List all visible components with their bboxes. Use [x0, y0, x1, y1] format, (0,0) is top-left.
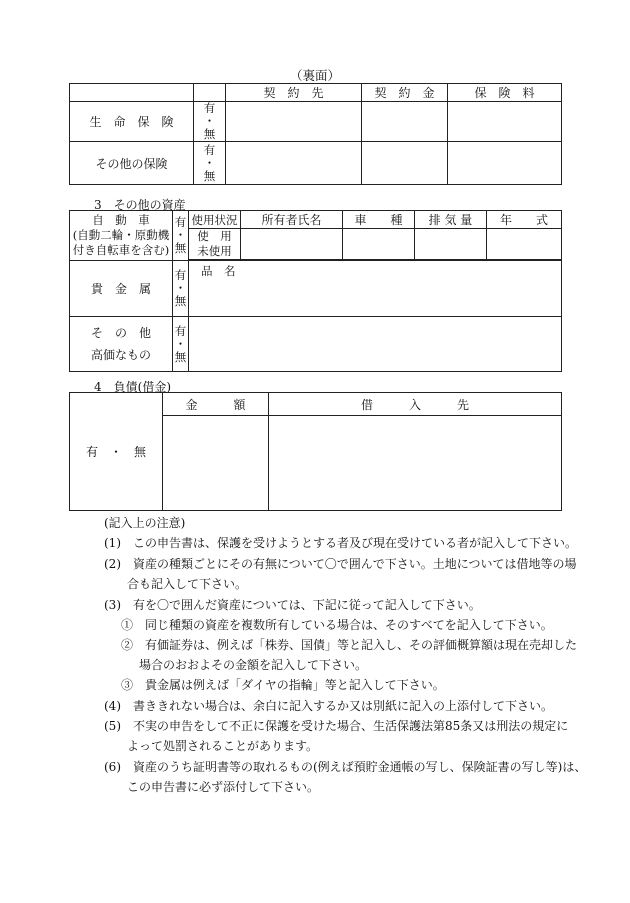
has-yes: 有 [174, 215, 187, 229]
life-contractor-field[interactable] [226, 102, 362, 142]
other-valuables-has-toggle[interactable] [173, 317, 189, 372]
has-yes: 有 [174, 323, 187, 338]
has-yes: 有 [203, 142, 216, 157]
note-line: この申告書に必ず添付して下さい。 [127, 780, 320, 794]
usage-status-header: 使用状況 [189, 211, 241, 229]
owner-name-field[interactable] [241, 229, 343, 260]
usage-unused[interactable]: 未使用 [197, 244, 232, 258]
vehicle-label-line-1: 自 動 車 [92, 213, 150, 227]
note-line: ① 同じ種類の資産を複数所有している場合は、そのすべてを記入して下さい。 [121, 618, 553, 632]
other-insurance-has-toggle[interactable] [194, 142, 226, 185]
owner-name-header: 所有者氏名 [241, 211, 343, 229]
item-name-label: 品 名 [201, 264, 236, 278]
has-dot: ・ [203, 155, 216, 170]
debt-table [69, 392, 562, 511]
amount-header: 金 額 [163, 393, 269, 416]
has-no: 無 [203, 127, 216, 141]
insurance-table [69, 83, 562, 185]
other-valuables-field[interactable] [189, 317, 562, 372]
note-line: ② 有価証券は、例えば「株券、国債」等と記入し、その評価概算額は現在売却した [121, 638, 578, 652]
other-contractor-field[interactable] [226, 142, 362, 185]
has-dot: ・ [174, 228, 187, 242]
has-yes: 有 [203, 101, 216, 115]
vehicle-label-line-3: 付き自転車を含む) [72, 243, 170, 257]
model-year-field[interactable] [487, 229, 562, 260]
other-assets-table [69, 210, 562, 372]
header-contract-amount: 契 約 金 [362, 84, 448, 102]
precious-metals-has-toggle[interactable] [173, 261, 189, 317]
has-dot: ・ [203, 114, 216, 128]
note-line: (6) 資産のうち証明書等の取れるもの(例えば預貯金通帳の写し、保険証書の写し等)は、 [104, 760, 587, 774]
note-line: (3) 有を〇で囲んだ資産については、下記に従って記入して下さい。 [104, 598, 481, 612]
usage-in-use[interactable]: 使 用 [197, 229, 232, 243]
note-line: (4) 書ききれない場合は、余白に記入するか又は別紙に記入の上添付して下さい。 [104, 699, 554, 713]
notes-title: (記入上の注意) [104, 516, 186, 530]
section-3-title: 3 その他の資産 [94, 198, 186, 212]
usage-status-options[interactable] [189, 229, 241, 260]
header-premium: 保 険 料 [448, 84, 562, 102]
other-premium-field[interactable] [448, 142, 562, 185]
car-type-header: 車 種 [343, 211, 415, 229]
life-amount-field[interactable] [362, 102, 448, 142]
lender-header: 借 入 先 [269, 393, 562, 416]
has-yes: 有 [174, 268, 187, 282]
note-line: ③ 貴金属は例えば「ダイヤの指輪」等と記入して下さい。 [121, 678, 445, 692]
car-type-field[interactable] [343, 229, 415, 260]
debt-lender-field[interactable] [269, 416, 562, 511]
has-dot: ・ [174, 281, 187, 295]
page-title: （裏面） [289, 68, 340, 83]
note-line: (2) 資産の種類ごとにその有無について〇で囲んで下さい。土地については借地等の場 [104, 557, 577, 571]
has-no: 無 [174, 294, 187, 308]
debt-amount-field[interactable] [163, 416, 269, 511]
life-premium-field[interactable] [448, 102, 562, 142]
life-insurance-label: 生 命 保 険 [70, 102, 194, 142]
vehicle-has-toggle[interactable] [173, 211, 189, 261]
precious-metals-field[interactable] [189, 261, 562, 317]
has-no: 無 [203, 168, 216, 183]
note-line: (5) 不実の申告をして不正に保護を受けた場合、生活保護法第85条又は刑法の規定に [104, 719, 569, 733]
other-valuables-line-2: 高価なもの [90, 348, 151, 362]
header-contractor: 契 約 先 [226, 84, 362, 102]
precious-metals-label: 貴 金 属 [70, 261, 173, 317]
section-4-title: 4 負債(借金) [94, 380, 171, 394]
debt-has-toggle[interactable]: 有 ・ 無 [70, 393, 163, 511]
life-insurance-has-toggle[interactable] [194, 102, 226, 142]
model-year-header: 年 式 [487, 211, 562, 229]
note-line: よって処罰されることがあります。 [127, 739, 319, 753]
has-no: 無 [174, 349, 187, 364]
displacement-field[interactable] [415, 229, 487, 260]
vehicle-label-line-2: (自動二輪・原動機 [72, 228, 170, 242]
note-line: 場合のおおよその金額を記入して下さい。 [139, 658, 368, 672]
has-dot: ・ [174, 336, 187, 351]
other-valuables-label [70, 317, 173, 372]
displacement-header: 排 気 量 [415, 211, 487, 229]
other-insurance-label: その他の保険 [70, 142, 194, 185]
has-no: 無 [174, 241, 187, 255]
note-line: (1) この申告書は、保護を受けようとする者及び現在受けている者が記入して下さい。 [104, 536, 578, 550]
vehicle-label [70, 211, 173, 261]
note-line: 合も記入して下さい。 [127, 577, 248, 591]
other-valuables-line-1: そ の 他 [90, 326, 151, 340]
other-amount-field[interactable] [362, 142, 448, 185]
